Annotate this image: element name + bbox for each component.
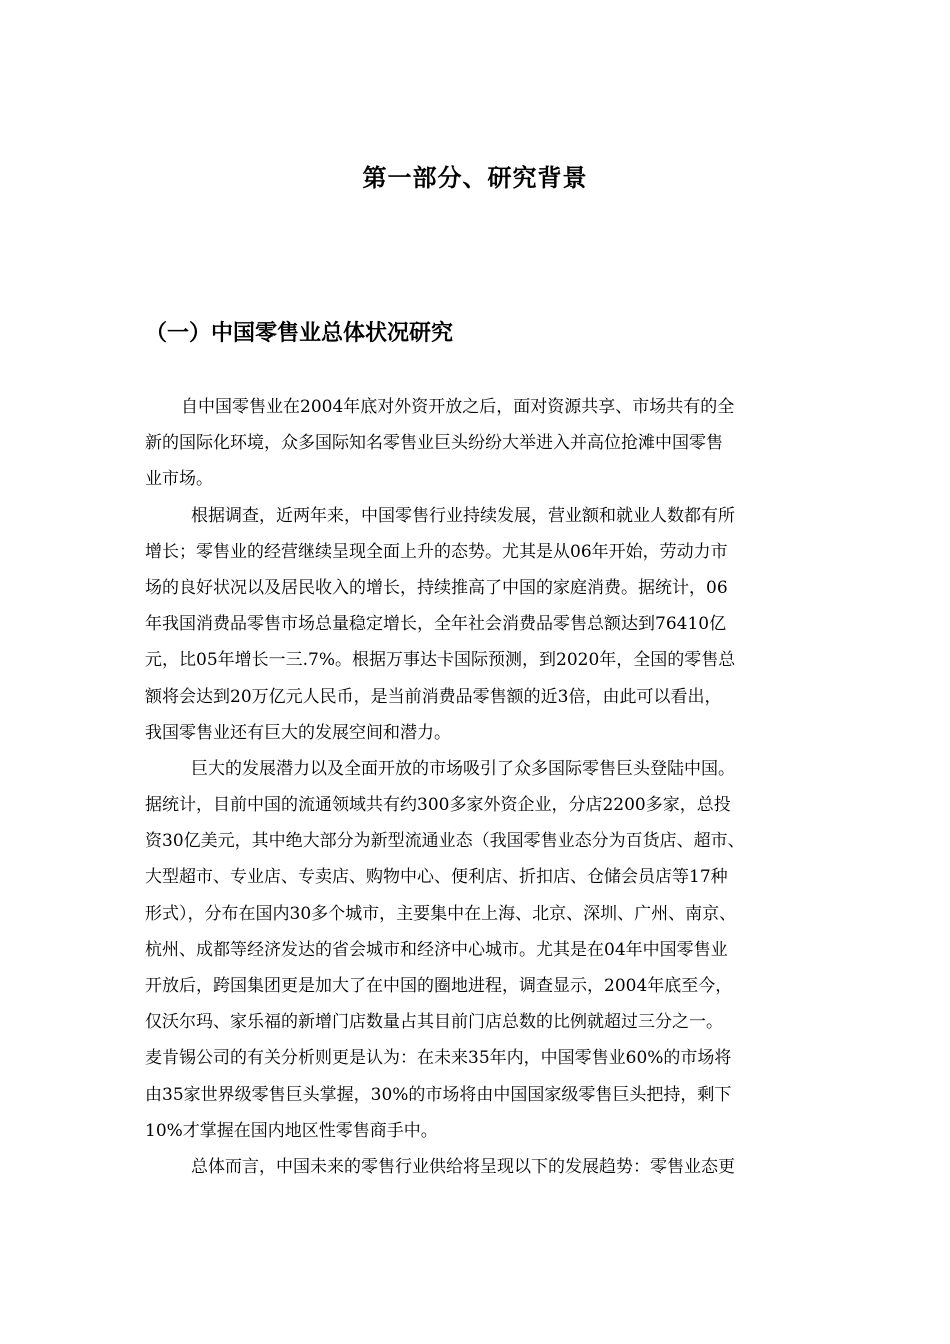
- paragraph-line: 巨大的发展潜力以及全面开放的市场吸引了众多国际零售巨头登陆中国。: [191, 758, 735, 779]
- page-title: 第一部分、研究背景: [362, 163, 588, 192]
- paragraph-line: 增长；零售业的经营继续呈现全面上升的态势。尤其是从06年开始，劳动力市: [145, 541, 728, 562]
- paragraph-line: 由35家世界级零售巨头掌握，30%的市场将由中国国家级零售巨头把持，剩下: [145, 1084, 732, 1105]
- paragraph-line: 据统计，目前中国的流通领域共有约300多家外资企业，分店2200多家，总投: [145, 795, 731, 816]
- paragraph-line: 总体而言，中国未来的零售行业供给将呈现以下的发展趋势：零售业态更: [191, 1156, 735, 1177]
- paragraph-line: 麦肯锡公司的有关分析则更是认为：在未来35年内，中国零售业60%的市场将: [145, 1048, 732, 1069]
- paragraph-line: 杭州、成都等经济发达的省会城市和经济中心城市。尤其是在04年中国零售业: [145, 939, 728, 960]
- paragraph-line: 仅沃尔玛、家乐福的新增门店数量占其目前门店总数的比例就超过三分之一。: [145, 1012, 723, 1033]
- paragraph-line: 业市场。: [145, 469, 213, 490]
- paragraph-4: [145, 1149, 805, 1185]
- body-text: [145, 389, 805, 1185]
- paragraph-line: 资30亿美元，其中绝大部分为新型流通业态（我国零售业态分为百货店、超市、: [145, 831, 745, 852]
- paragraph-2: [145, 498, 805, 751]
- paragraph-3: [145, 751, 805, 1149]
- paragraph-1: [145, 389, 805, 498]
- paragraph-line: 10%才掌握在国内地区性零售商手中。: [145, 1120, 438, 1141]
- section-heading: （一）中国零售业总体状况研究: [145, 320, 454, 346]
- paragraph-line: 大型超市、专业店、专卖店、购物中心、便利店、折扣店、仓储会员店等17种: [145, 867, 728, 888]
- paragraph-line: 根据调查，近两年来，中国零售行业持续发展，营业额和就业人数都有所: [191, 505, 735, 526]
- paragraph-line: 新的国际化环境，众多国际知名零售业巨头纷纷大举进入并高位抢滩中国零售: [145, 433, 723, 454]
- paragraph-line: 年我国消费品零售市场总量稳定增长，全年社会消费品零售总额达到76410亿: [145, 614, 727, 635]
- paragraph-line: 我国零售业还有巨大的发展空间和潜力。: [145, 722, 451, 743]
- paragraph-line: 额将会达到20万亿元人民币，是当前消费品零售额的近3倍，由此可以看出，: [145, 686, 722, 707]
- paragraph-line: 形式），分布在国内30多个城市，主要集中在上海、北京、深圳、广州、南京、: [145, 903, 737, 924]
- paragraph-line: 场的良好状况以及居民收入的增长，持续推高了中国的家庭消费。据统计，06: [145, 577, 728, 598]
- paragraph-line: 元，比05年增长一三.7%。根据万事达卡国际预测，到2020年，全国的零售总: [145, 650, 736, 671]
- paragraph-line: 开放后，跨国集团更是加大了在中国的圈地进程，调查显示，2004年底至今，: [145, 976, 733, 996]
- paragraph-line: 自中国零售业在2004年底对外资开放之后，面对资源共享、市场共有的全: [181, 397, 735, 417]
